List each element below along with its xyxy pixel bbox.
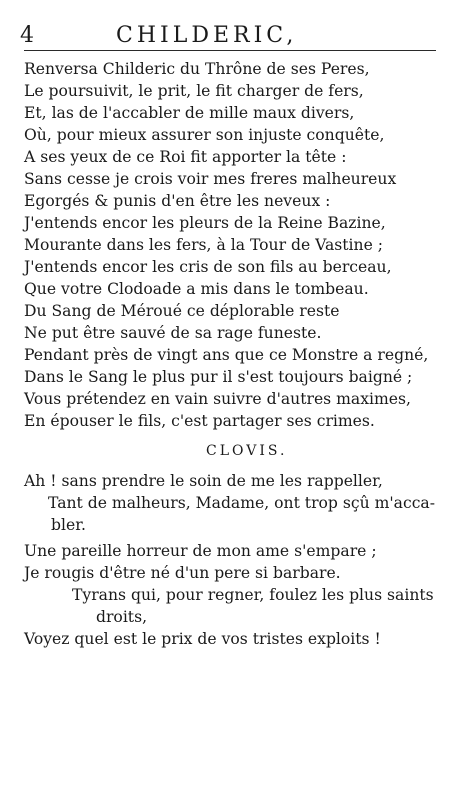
verse-line: Vous prétendez en vain suivre d'autres maximes, xyxy=(24,390,411,408)
page-number: 4 xyxy=(20,23,34,48)
header-rule xyxy=(24,50,436,51)
verse-line: En épouser le fils, c'est partager ses crimes. xyxy=(24,412,375,430)
verse-line: Renversa Childeric du Thrône de ses Peres, xyxy=(24,60,370,78)
verse-line: Mourante dans les fers, à la Tour de Vastine ; xyxy=(24,236,384,254)
verse-line: A ses yeux de ce Roi fit apporter la tête : xyxy=(24,148,347,166)
page-header xyxy=(20,22,440,52)
verse-line: Sans cesse je crois voir mes freres malheureux xyxy=(24,170,397,188)
verse-line: Du Sang de Méroué ce déplorable reste xyxy=(24,302,340,320)
verse-line: Voyez quel est le prix de vos tristes exploits ! xyxy=(24,630,381,648)
verse-line: Je rougis d'être né d'un pere si barbare. xyxy=(24,564,341,582)
verse-line: Ah ! sans prendre le soin de me les rappeller, xyxy=(24,472,383,490)
verse-line: Egorgés & punis d'en être les neveux : xyxy=(24,192,331,210)
verse-line: Que votre Clodoade a mis dans le tombeau. xyxy=(24,280,369,298)
verse-line-continuation: droits, xyxy=(96,608,148,626)
speaker-name: CLOVIS. xyxy=(206,443,288,459)
verse-line: J'entends encor les pleurs de la Reine Bazine, xyxy=(24,214,386,232)
verse-line: Et, las de l'accabler de mille maux divers, xyxy=(24,104,355,122)
verse-line: Une pareille horreur de mon ame s'empare ; xyxy=(24,542,377,560)
verse-line: Ne put être sauvé de sa rage funeste. xyxy=(24,324,322,342)
verse-line: Tant de malheurs, Madame, ont trop sçû m'acca- xyxy=(48,494,435,512)
verse-line: Tyrans qui, pour regner, foulez les plus saints xyxy=(72,586,434,604)
verse-line: Pendant près de vingt ans que ce Monstre a regné, xyxy=(24,346,429,364)
verse-line: J'entends encor les cris de son fils au berceau, xyxy=(24,258,392,276)
verse-line: Le poursuivit, le prit, le fit charger de fers, xyxy=(24,82,364,100)
verse-line: Dans le Sang le plus pur il s'est toujours baigné ; xyxy=(24,368,413,386)
verse-line: Où, pour mieux assurer son injuste conquête, xyxy=(24,126,385,144)
running-title: CHILDERIC, xyxy=(116,23,298,48)
verse-line-continuation: bler. xyxy=(51,516,86,534)
